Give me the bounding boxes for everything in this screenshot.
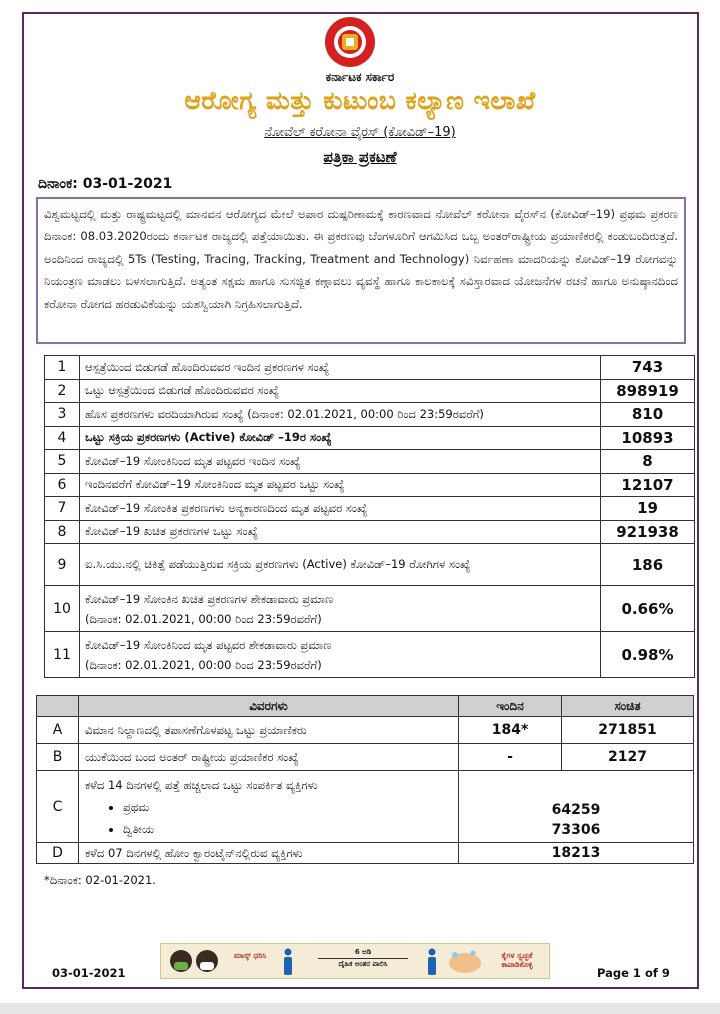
row-description: ಕೋವಿಡ್–19 ಸೋಂಕಿನಿಂದ ಮೃತ ಪಟ್ಟವರ ಇಂದಿನ ಸಂಖ್ಯೆ xyxy=(80,450,601,474)
statistics-table xyxy=(44,355,695,678)
page-number xyxy=(597,966,670,980)
table-row xyxy=(45,586,695,632)
row-value: 743 xyxy=(601,356,695,380)
row-number: 5 xyxy=(45,450,80,474)
hand-wash-icon xyxy=(445,947,485,977)
row-number: 8 xyxy=(45,520,80,544)
row-value: 186 xyxy=(601,544,695,586)
release-date: ದಿನಾಂಕ: 03-01-2021 xyxy=(38,176,173,192)
row-number: 6 xyxy=(45,473,80,497)
footnote: *ದಿನಾಂಕ: 02-01-2021. xyxy=(44,873,156,887)
row-number: 9 xyxy=(45,544,80,586)
row-number: 2 xyxy=(45,379,80,403)
row-number: 10 xyxy=(45,586,80,632)
row-description: ಹೊಸ ಪ್ರಕರಣಗಳು ವರದಿಯಾಗಿರುವ ಸಂಖ್ಯೆ (ದಿನಾಂಕ: 02.01.2021, 00:00 ರಿಂದ 23:59ರವರೆಗೆ) xyxy=(80,403,601,427)
row-description: ಕೋವಿಡ್–19 ಸೋಂಕಿನ ಖಚಿತ ಪ್ರಕರಣಗಳ ಶೇಕಡಾವಾರು ಪ್ರಮಾಣ xyxy=(85,591,334,606)
row-number: 4 xyxy=(45,426,80,450)
row-total-value: 64259 xyxy=(551,801,601,818)
table-row xyxy=(45,450,695,474)
row-description: ಇಂದಿನವರೆಗೆ ಕೋವಿಡ್–19 ಸೋಂಕಿನಿಂದ ಮೃತ ಪಟ್ಟವರ ಒಟ್ಟು ಸಂಖ್ಯೆ xyxy=(80,473,601,497)
row-description: ಆಸ್ಪತ್ರೆಯಿಂದ ಬಿಡುಗಡೆ ಹೊಂದಿರುವವರ ಇಂದಿನ ಪ್ರಕರಣಗಳ ಸಂಖ್ಯೆ xyxy=(80,356,601,380)
department-title: ಆರೋಗ್ಯ ಮತ್ತು ಕುಟುಂಬ ಕಲ್ಯಾಣ ಇಲಾಖೆ xyxy=(184,86,536,115)
row-letter: D xyxy=(37,843,79,864)
distance-top-label: 6 ಅಡಿ xyxy=(354,948,372,956)
person-icon xyxy=(281,948,295,976)
row-value: 921938 xyxy=(601,520,695,544)
table-row xyxy=(45,520,695,544)
header-cumulative: ಸಂಚಿತ xyxy=(562,696,694,717)
row-description: ಕಳೆದ 14 ದಿನಗಳಲ್ಲಿ ಪತ್ತೆ ಹಚ್ಚಲಾದ ಒಟ್ಟು ಸಂಪರ್ಕಿತ ವ್ಯಕ್ತಿಗಳು xyxy=(85,777,318,792)
footer-date: 03-01-2021 xyxy=(52,966,126,980)
table-row xyxy=(37,717,694,744)
row-letter: C xyxy=(37,771,79,843)
press-release-title: ಪತ್ರಿಕಾ ಪ್ರಕಟಣೆ xyxy=(323,148,397,166)
row-total-value: 73306 xyxy=(551,821,601,838)
row-description: ಕಳೆದ 07 ದಿನಗಳಲ್ಲಿ ಹೋಂ ಕ್ವಾರಂಟೈನ್‌ನಲ್ಲಿರುವ ವ್ಯಕ್ತಿಗಳು xyxy=(79,843,459,864)
page-of: of xyxy=(640,966,662,980)
row-total-value: 18213 xyxy=(459,843,694,864)
row-description: ಕೋವಿಡ್–19 ಸೋಂಕಿನಿಂದ ಮೃತ ಪಟ್ಟವರ ಶೇಕಡಾವಾರು ಪ್ರಮಾಣ xyxy=(85,637,332,652)
row-value: 19 xyxy=(601,497,695,521)
row-value: 12107 xyxy=(601,473,695,497)
page-prefix: Page xyxy=(597,966,633,980)
table-row xyxy=(45,473,695,497)
table-row xyxy=(37,744,694,771)
row-value: 10893 xyxy=(601,426,695,450)
table-row xyxy=(45,497,695,521)
header-details: ವಿವರಗಳು xyxy=(79,696,459,717)
masked-faces-icon xyxy=(167,947,225,977)
mask-label: ಮಾಸ್ಕ್ ಧರಿಸಿ xyxy=(233,951,267,960)
row-today-value: - xyxy=(459,744,562,771)
table-row xyxy=(45,379,695,403)
distance-arrow xyxy=(318,958,408,959)
state-government-name: ಕರ್ನಾಟಕ ಸರ್ಕಾರ xyxy=(325,70,395,84)
distance-label xyxy=(310,948,416,969)
row-value: 0.98% xyxy=(601,632,695,678)
row-description: ಐ.ಸಿ.ಯು.ನಲ್ಲಿ ಚಿಕಿತ್ಸೆ ಪಡೆಯುತ್ತಿರುವ ಸಕ್ರಿಯ ಪ್ರಕರಣಗಳು (Active) ಕೋವಿಡ್–19 ರೋಗಿಗಳ ಸಂಖ್ಯೆ xyxy=(80,544,601,586)
row-number: 7 xyxy=(45,497,80,521)
page-current: 1 xyxy=(632,966,641,980)
row-description: ಕೋವಿಡ್–19 ಖಚಿತ ಪ್ರಕರಣಗಳ ಒಟ್ಟು ಸಂಖ್ಯೆ xyxy=(80,520,601,544)
table-row xyxy=(45,544,695,586)
row-letter: B xyxy=(37,744,79,771)
row-description-cell xyxy=(80,632,601,678)
row-value: 898919 xyxy=(601,379,695,403)
row-value: 0.66% xyxy=(601,586,695,632)
list-item: • ಪ್ರಥಮ xyxy=(123,796,452,818)
table-row xyxy=(45,632,695,678)
table-header-row xyxy=(37,696,694,717)
header-sn xyxy=(37,696,79,717)
row-number: 1 xyxy=(45,356,80,380)
row-total-value: 2127 xyxy=(562,744,694,771)
contact-list xyxy=(123,796,452,840)
row-description: ವಿಮಾನ ನಿಲ್ದಾಣದಲ್ಲಿ ತಪಾಸಣೆಗೊಳಪಟ್ಟ ಒಟ್ಟು ಪ್ರಯಾಣಿಕರು xyxy=(79,717,459,744)
list-item: • ದ್ವಿತೀಯ xyxy=(123,818,452,840)
row-description-cell xyxy=(79,771,459,843)
row-description: ಕೋವಿಡ್–19 ಸೋಂಕಿತ ಪ್ರಕರಣಗಳು ಅನ್ಯಕಾರಣದಿಂದ ಮೃತ ಪಟ್ಟವರ ಸಂಖ್ಯೆ xyxy=(80,497,601,521)
details-table xyxy=(36,695,694,864)
table-row xyxy=(45,403,695,427)
hand-hygiene-label: ಕೈಗಳ ಸ್ವಚ್ಛತೆ ಕಾಪಾಡಿಕೊಳ್ಳಿ xyxy=(501,951,533,969)
table-row xyxy=(37,843,694,864)
row-value: 8 xyxy=(601,450,695,474)
table-row xyxy=(45,426,695,450)
row-date-range: (ದಿನಾಂಕ: 02.01.2021, 00:00 ರಿಂದ 23:59ರವರೆಗೆ) xyxy=(85,657,322,672)
row-description: ಒಟ್ಟು ಸಕ್ರಿಯ ಪ್ರಕರಣಗಳು (Active) ಕೋವಿಡ್ –19ರ ಸಂಖ್ಯೆ xyxy=(80,426,601,450)
row-description-cell xyxy=(80,586,601,632)
row-today-value: 184* xyxy=(459,717,562,744)
row-number: 11 xyxy=(45,632,80,678)
row-total-value: 271851 xyxy=(562,717,694,744)
bottom-strip xyxy=(0,1003,720,1014)
row-value: 810 xyxy=(601,403,695,427)
row-letter: A xyxy=(37,717,79,744)
row-description: ಯುಕೆಯಿಂದ ಬಂದ ಅಂತರ್ ರಾಷ್ಟ್ರೀಯ ಪ್ರಯಾಣಿಕರ ಸಂಖ್ಯೆ xyxy=(79,744,459,771)
table-row xyxy=(45,356,695,380)
row-description: ಒಟ್ಟು ಆಸ್ಪತ್ರೆಯಿಂದ ಬಿಡುಗಡೆ ಹೊಂದಿರುವವರ ಸಂಖ್ಯೆ xyxy=(80,379,601,403)
distance-bottom-label: ದೈಹಿಕ ಅಂತರ ಪಾಲಿಸಿ xyxy=(338,960,388,968)
safety-banner xyxy=(160,943,550,979)
intro-paragraph: ವಿಶ್ವಮಟ್ಟದಲ್ಲಿ ಮತ್ತು ರಾಷ್ಟ್ರಮಟ್ಟದಲ್ಲಿ ಮಾನವನ ಆರೋಗ್ಯದ ಮೇಲೆ ಅಪಾರ ದುಷ್ಪರಿಣಾಮಕ್ಕೆ ಕಾರಣವಾದ ನೋವೆಲ್ ಕರೋನಾ ವೈರಸ್‌ನ (ಕೋವಿಡ್–19) ಪ್ರಥಮ ಪ್ರಕರಣ ದಿನಾಂಕ: 08.03.2020ರಂದು ಕರ್ನಾಟಕ ರಾಜ್ಯದಲ್ಲಿ ಪತ್ತೆಯಾಯಿತು. ಈ ಪ್ರಕರಣವು ಬೆಂಗಳೂರಿಗೆ ಆಗಮಿಸಿದ ಒಬ್ಬ ಅಂತರ್‌ರಾಷ್ಟ್ರೀಯ ಪ್ರಯಾಣಿಕರಲ್ಲಿ ಕಂಡುಬಂದಿರುತ್ತದೆ. ಅಂದಿನಿಂದ ರಾಜ್ಯದಲ್ಲಿ 5Ts (Testing, Tracing, Tracking, Treatment and Technology) ನಿರ್ವಹಣಾ ಮಾದರಿಯನ್ನು ಕೋವಿಡ್–19 ರೋಗವನ್ನು ನಿಯಂತ್ರಣ ಮಾಡಲು ಬಳಸಲಾಗುತ್ತಿದೆ. ಅತ್ಯಂತ ಸಕ್ಷಮ ಹಾಗೂ ಸುಸಜ್ಜಿತ ಕಣ್ಗಾವಲು ವ್ಯವಸ್ಥೆ ಹಾಗೂ ಕಾಲಕಾಲಕ್ಕೆ ಸವಿಸ್ತಾರವಾದ ಯೋಜನೆಗಳ ರಚನೆ ಹಾಗೂ ಅನುಷ್ಠಾನದಿಂದ ಕರೋನಾ ರೋಗದ ಹರಡುವಿಕೆಯನ್ನು ಯಶಸ್ವಿಯಾಗಿ ನಿಗ್ರಹಿಸಲಾಗುತ್ತಿದೆ. xyxy=(36,197,686,344)
row-date-range: (ದಿನಾಂಕ: 02.01.2021, 00:00 ರಿಂದ 23:59ರವರೆಗೆ) xyxy=(85,611,322,626)
table-row xyxy=(37,771,694,843)
person-icon xyxy=(425,948,439,976)
row-totals-cell xyxy=(459,771,694,843)
page-total: 9 xyxy=(661,966,670,980)
header-today: ಇಂದಿನ xyxy=(459,696,562,717)
karnataka-seal-icon xyxy=(313,15,387,69)
row-number: 3 xyxy=(45,403,80,427)
subject-line: ನೋವೆಲ್ ಕರೋನಾ ವೈರಸ್ (ಕೋವಿಡ್–19) xyxy=(264,125,456,140)
